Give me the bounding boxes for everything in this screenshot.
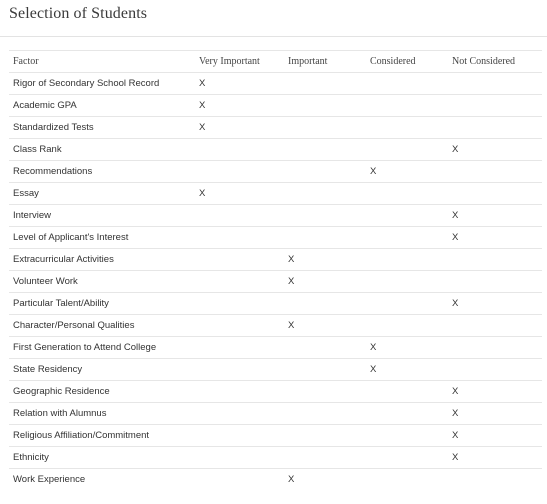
not-considered-cell <box>448 249 542 271</box>
table-row <box>9 139 542 161</box>
factor-cell: Particular Talent/Ability <box>9 293 195 315</box>
factor-cell: Recommendations <box>9 161 195 183</box>
considered-cell <box>366 139 448 161</box>
not-considered-cell: X <box>448 425 542 447</box>
considered-cell <box>366 205 448 227</box>
table-row <box>9 117 542 139</box>
not-considered-cell <box>448 359 542 381</box>
important-cell <box>284 117 366 139</box>
important-cell <box>284 447 366 469</box>
factor-cell: Ethnicity <box>9 447 195 469</box>
very-important-cell <box>195 161 284 183</box>
factor-cell: Standardized Tests <box>9 117 195 139</box>
factor-cell: Volunteer Work <box>9 271 195 293</box>
important-cell <box>284 183 366 205</box>
not-considered-cell <box>448 271 542 293</box>
not-considered-cell: X <box>448 403 542 425</box>
column-header-considered: Considered <box>366 51 448 73</box>
very-important-cell <box>195 139 284 161</box>
factor-cell: Academic GPA <box>9 95 195 117</box>
table-body <box>9 73 542 491</box>
considered-cell <box>366 293 448 315</box>
not-considered-cell <box>448 337 542 359</box>
important-cell <box>284 337 366 359</box>
considered-cell <box>366 403 448 425</box>
very-important-cell: X <box>195 183 284 205</box>
table-row <box>9 403 542 425</box>
very-important-cell <box>195 337 284 359</box>
table-row <box>9 447 542 469</box>
factor-cell: Level of Applicant's Interest <box>9 227 195 249</box>
very-important-cell <box>195 359 284 381</box>
table-row <box>9 183 542 205</box>
not-considered-cell <box>448 469 542 491</box>
important-cell <box>284 139 366 161</box>
not-considered-cell <box>448 73 542 95</box>
important-cell <box>284 205 366 227</box>
considered-cell <box>366 425 448 447</box>
very-important-cell <box>195 315 284 337</box>
important-cell <box>284 73 366 95</box>
considered-cell <box>366 381 448 403</box>
considered-cell: X <box>366 337 448 359</box>
table-row <box>9 249 542 271</box>
very-important-cell: X <box>195 117 284 139</box>
important-cell <box>284 95 366 117</box>
important-cell <box>284 227 366 249</box>
factor-cell: Work Experience <box>13 474 86 485</box>
column-header-not-considered: Not Considered <box>448 51 542 73</box>
very-important-cell <box>195 469 284 491</box>
very-important-cell: X <box>195 95 284 117</box>
very-important-cell <box>195 249 284 271</box>
very-important-cell: X <box>195 73 284 95</box>
title-divider <box>0 36 547 37</box>
column-header-very-important: Very Important <box>195 51 284 73</box>
factor-cell: Class Rank <box>9 139 195 161</box>
important-cell: X <box>284 315 366 337</box>
very-important-cell <box>195 227 284 249</box>
table-row <box>9 293 542 315</box>
table-row <box>9 359 542 381</box>
considered-cell <box>366 183 448 205</box>
factor-cell: Extracurricular Activities <box>9 249 195 271</box>
table-row <box>9 73 542 95</box>
factor-cell: First Generation to Attend College <box>9 337 195 359</box>
table-row <box>9 205 542 227</box>
considered-cell <box>366 73 448 95</box>
very-important-cell <box>195 447 284 469</box>
important-cell: X <box>288 474 295 485</box>
very-important-cell <box>195 271 284 293</box>
very-important-cell <box>195 425 284 447</box>
very-important-cell <box>195 205 284 227</box>
not-considered-cell: X <box>448 205 542 227</box>
considered-cell: X <box>366 359 448 381</box>
not-considered-cell: X <box>448 447 542 469</box>
column-header-important: Important <box>284 51 366 73</box>
not-considered-cell: X <box>448 293 542 315</box>
important-cell <box>284 403 366 425</box>
important-cell <box>284 293 366 315</box>
considered-cell <box>366 447 448 469</box>
important-cell: X <box>284 249 366 271</box>
factor-cell: Geographic Residence <box>9 381 195 403</box>
page-title: Selection of Students <box>9 5 148 22</box>
considered-cell <box>366 469 448 491</box>
considered-cell <box>366 271 448 293</box>
table-row <box>9 95 542 117</box>
selection-factors-table <box>9 50 542 490</box>
not-considered-cell <box>448 315 542 337</box>
factor-cell: Essay <box>9 183 195 205</box>
considered-cell: X <box>366 161 448 183</box>
important-cell <box>284 359 366 381</box>
table-row <box>9 315 542 337</box>
considered-cell <box>366 315 448 337</box>
factor-cell: Rigor of Secondary School Record <box>9 73 195 95</box>
table-row <box>9 469 542 491</box>
considered-cell <box>366 249 448 271</box>
important-cell <box>284 161 366 183</box>
not-considered-cell <box>448 95 542 117</box>
considered-cell <box>366 117 448 139</box>
very-important-cell <box>195 403 284 425</box>
not-considered-cell: X <box>448 227 542 249</box>
table-row <box>9 161 542 183</box>
table-row <box>9 337 542 359</box>
table-row <box>9 381 542 403</box>
considered-cell <box>366 95 448 117</box>
important-cell <box>284 381 366 403</box>
factor-cell: Religious Affiliation/Commitment <box>9 425 195 447</box>
not-considered-cell <box>448 183 542 205</box>
not-considered-cell <box>448 117 542 139</box>
important-cell: X <box>284 271 366 293</box>
factor-cell: Character/Personal Qualities <box>9 315 195 337</box>
not-considered-cell: X <box>448 139 542 161</box>
very-important-cell <box>195 381 284 403</box>
factor-cell: Relation with Alumnus <box>9 403 195 425</box>
column-header-factor: Factor <box>9 51 195 73</box>
not-considered-cell: X <box>448 381 542 403</box>
important-cell <box>284 425 366 447</box>
very-important-cell <box>195 293 284 315</box>
factor-cell: State Residency <box>9 359 195 381</box>
table-header-row <box>9 51 542 73</box>
factor-cell: Interview <box>9 205 195 227</box>
not-considered-cell <box>448 161 542 183</box>
table-row <box>9 271 542 293</box>
table-row <box>9 425 542 447</box>
considered-cell <box>366 227 448 249</box>
table-row <box>9 227 542 249</box>
